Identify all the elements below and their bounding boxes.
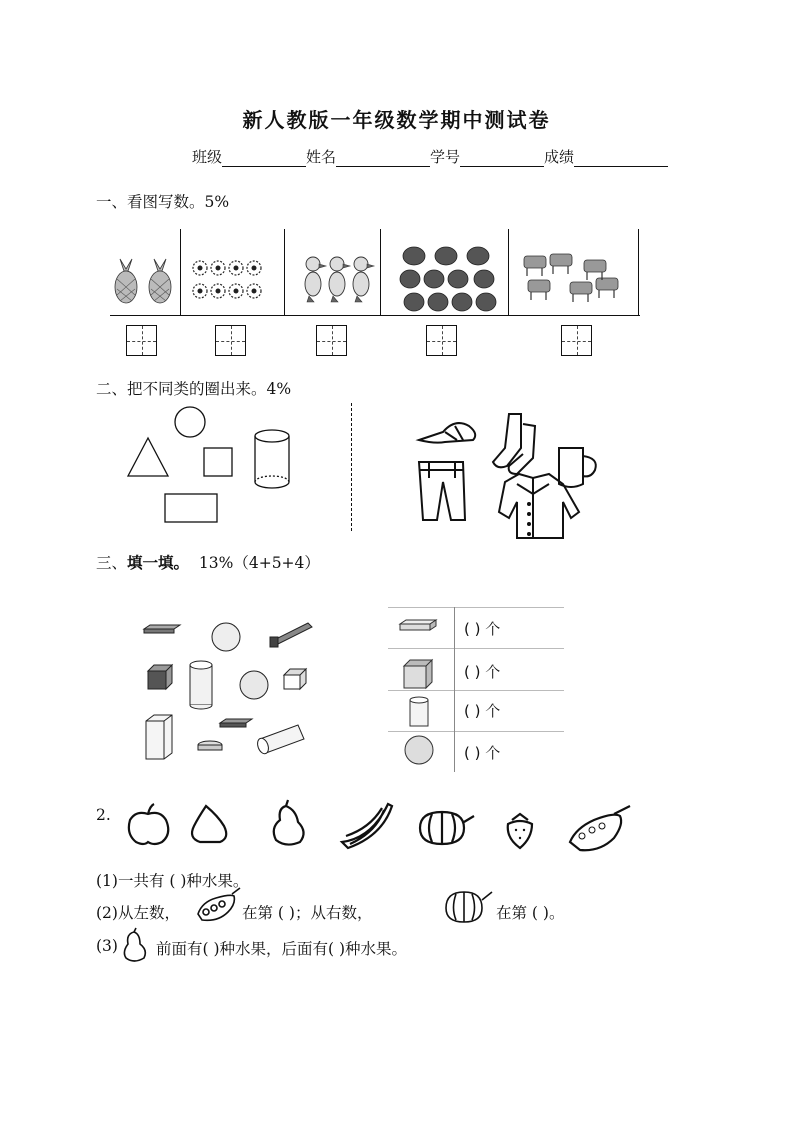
page-title: 新人教版一年级数学期中测试卷 (242, 108, 551, 132)
section3-heading (96, 551, 320, 573)
score-label: 成绩 (544, 148, 575, 166)
cylinder-icon (410, 697, 428, 726)
thin-slab-icon (220, 719, 252, 723)
question2-line2-a: (2)从左数， (96, 904, 180, 922)
flowers-image (190, 258, 270, 302)
student-info-line (192, 146, 668, 167)
cuboid-icon (400, 620, 436, 630)
small-cube-icon (284, 675, 300, 689)
class-label: 班级 (192, 148, 223, 166)
count-answer-sphere[interactable]: ( ) 个 (464, 744, 501, 762)
flat-cuboid-icon (144, 625, 180, 629)
circle-shape (175, 407, 205, 437)
answer-box-4[interactable] (426, 325, 457, 356)
answer-box-2[interactable] (215, 325, 246, 356)
socks-icon (493, 414, 535, 474)
section3-suffix: 13%（4+5+4） (198, 554, 320, 572)
peach-icon (192, 806, 226, 842)
section2-heading: 二、把不同类的圈出来。4% (96, 380, 292, 398)
ducks-image (300, 254, 375, 304)
apple-icon (129, 804, 168, 844)
pear-icon (120, 928, 154, 964)
answer-box-1[interactable] (126, 325, 157, 356)
mug-icon (559, 448, 596, 487)
section1-heading: 一、看图写数。5% (96, 193, 230, 211)
cap-icon (419, 423, 475, 443)
number-label: 学号 (430, 148, 461, 166)
square-shape (204, 448, 232, 476)
tall-cuboid-icon (146, 715, 172, 759)
number-field[interactable] (460, 150, 544, 167)
dark-cube-icon (148, 671, 166, 689)
question2-line2-b: 在第 ( )；从右数， (242, 904, 373, 922)
name-field[interactable] (336, 150, 430, 167)
class-field[interactable] (222, 150, 306, 167)
solids-group (140, 615, 330, 765)
geometric-shapes-group (120, 400, 300, 530)
tall-cylinder-icon (190, 665, 212, 705)
pants-icon (419, 462, 465, 520)
cube-icon (404, 660, 432, 688)
count-answer-cylinder[interactable]: ( ) 个 (464, 702, 501, 720)
strawberry-icon (508, 814, 532, 848)
grapes-icon (192, 886, 242, 922)
jacket-icon (499, 474, 579, 538)
cows-image (520, 250, 625, 310)
dashed-divider (351, 403, 352, 531)
pear-icon (274, 800, 304, 845)
score-field[interactable] (574, 150, 668, 167)
answer-box-3[interactable] (316, 325, 347, 356)
count-answer-cube[interactable]: ( ) 个 (464, 663, 501, 681)
name-label: 姓名 (306, 148, 337, 166)
sphere-icon (405, 736, 433, 764)
watermelon-icon (420, 812, 474, 844)
banana-icon (342, 804, 392, 848)
small-ball-icon (240, 671, 268, 699)
clothing-items-group (405, 408, 605, 543)
cylinder-shape (255, 430, 289, 488)
table-shape-icons (398, 612, 448, 772)
tomatoes-image (396, 244, 501, 314)
pineapples-image (112, 255, 182, 305)
question2-line3-b: 前面有( )种水果，后面有( )种水果。 (156, 940, 408, 958)
question2-line1: (1)一共有 ( )种水果。 (96, 872, 249, 890)
section3-prefix: 三、 (96, 554, 128, 572)
watermelon-icon (442, 884, 496, 924)
question2-line3-a: (3) (96, 937, 118, 955)
ball-icon (212, 623, 240, 651)
section3-bold: 填一填。 (127, 553, 190, 572)
triangle-shape (128, 438, 168, 476)
question2-line2-c: 在第 ( )。 (496, 904, 565, 922)
answer-box-5[interactable] (561, 325, 592, 356)
question2-number: 2. (96, 806, 111, 824)
count-answer-cuboid[interactable]: ( ) 个 (464, 620, 501, 638)
fruits-row (120, 798, 640, 858)
rectangle-shape (165, 494, 217, 522)
